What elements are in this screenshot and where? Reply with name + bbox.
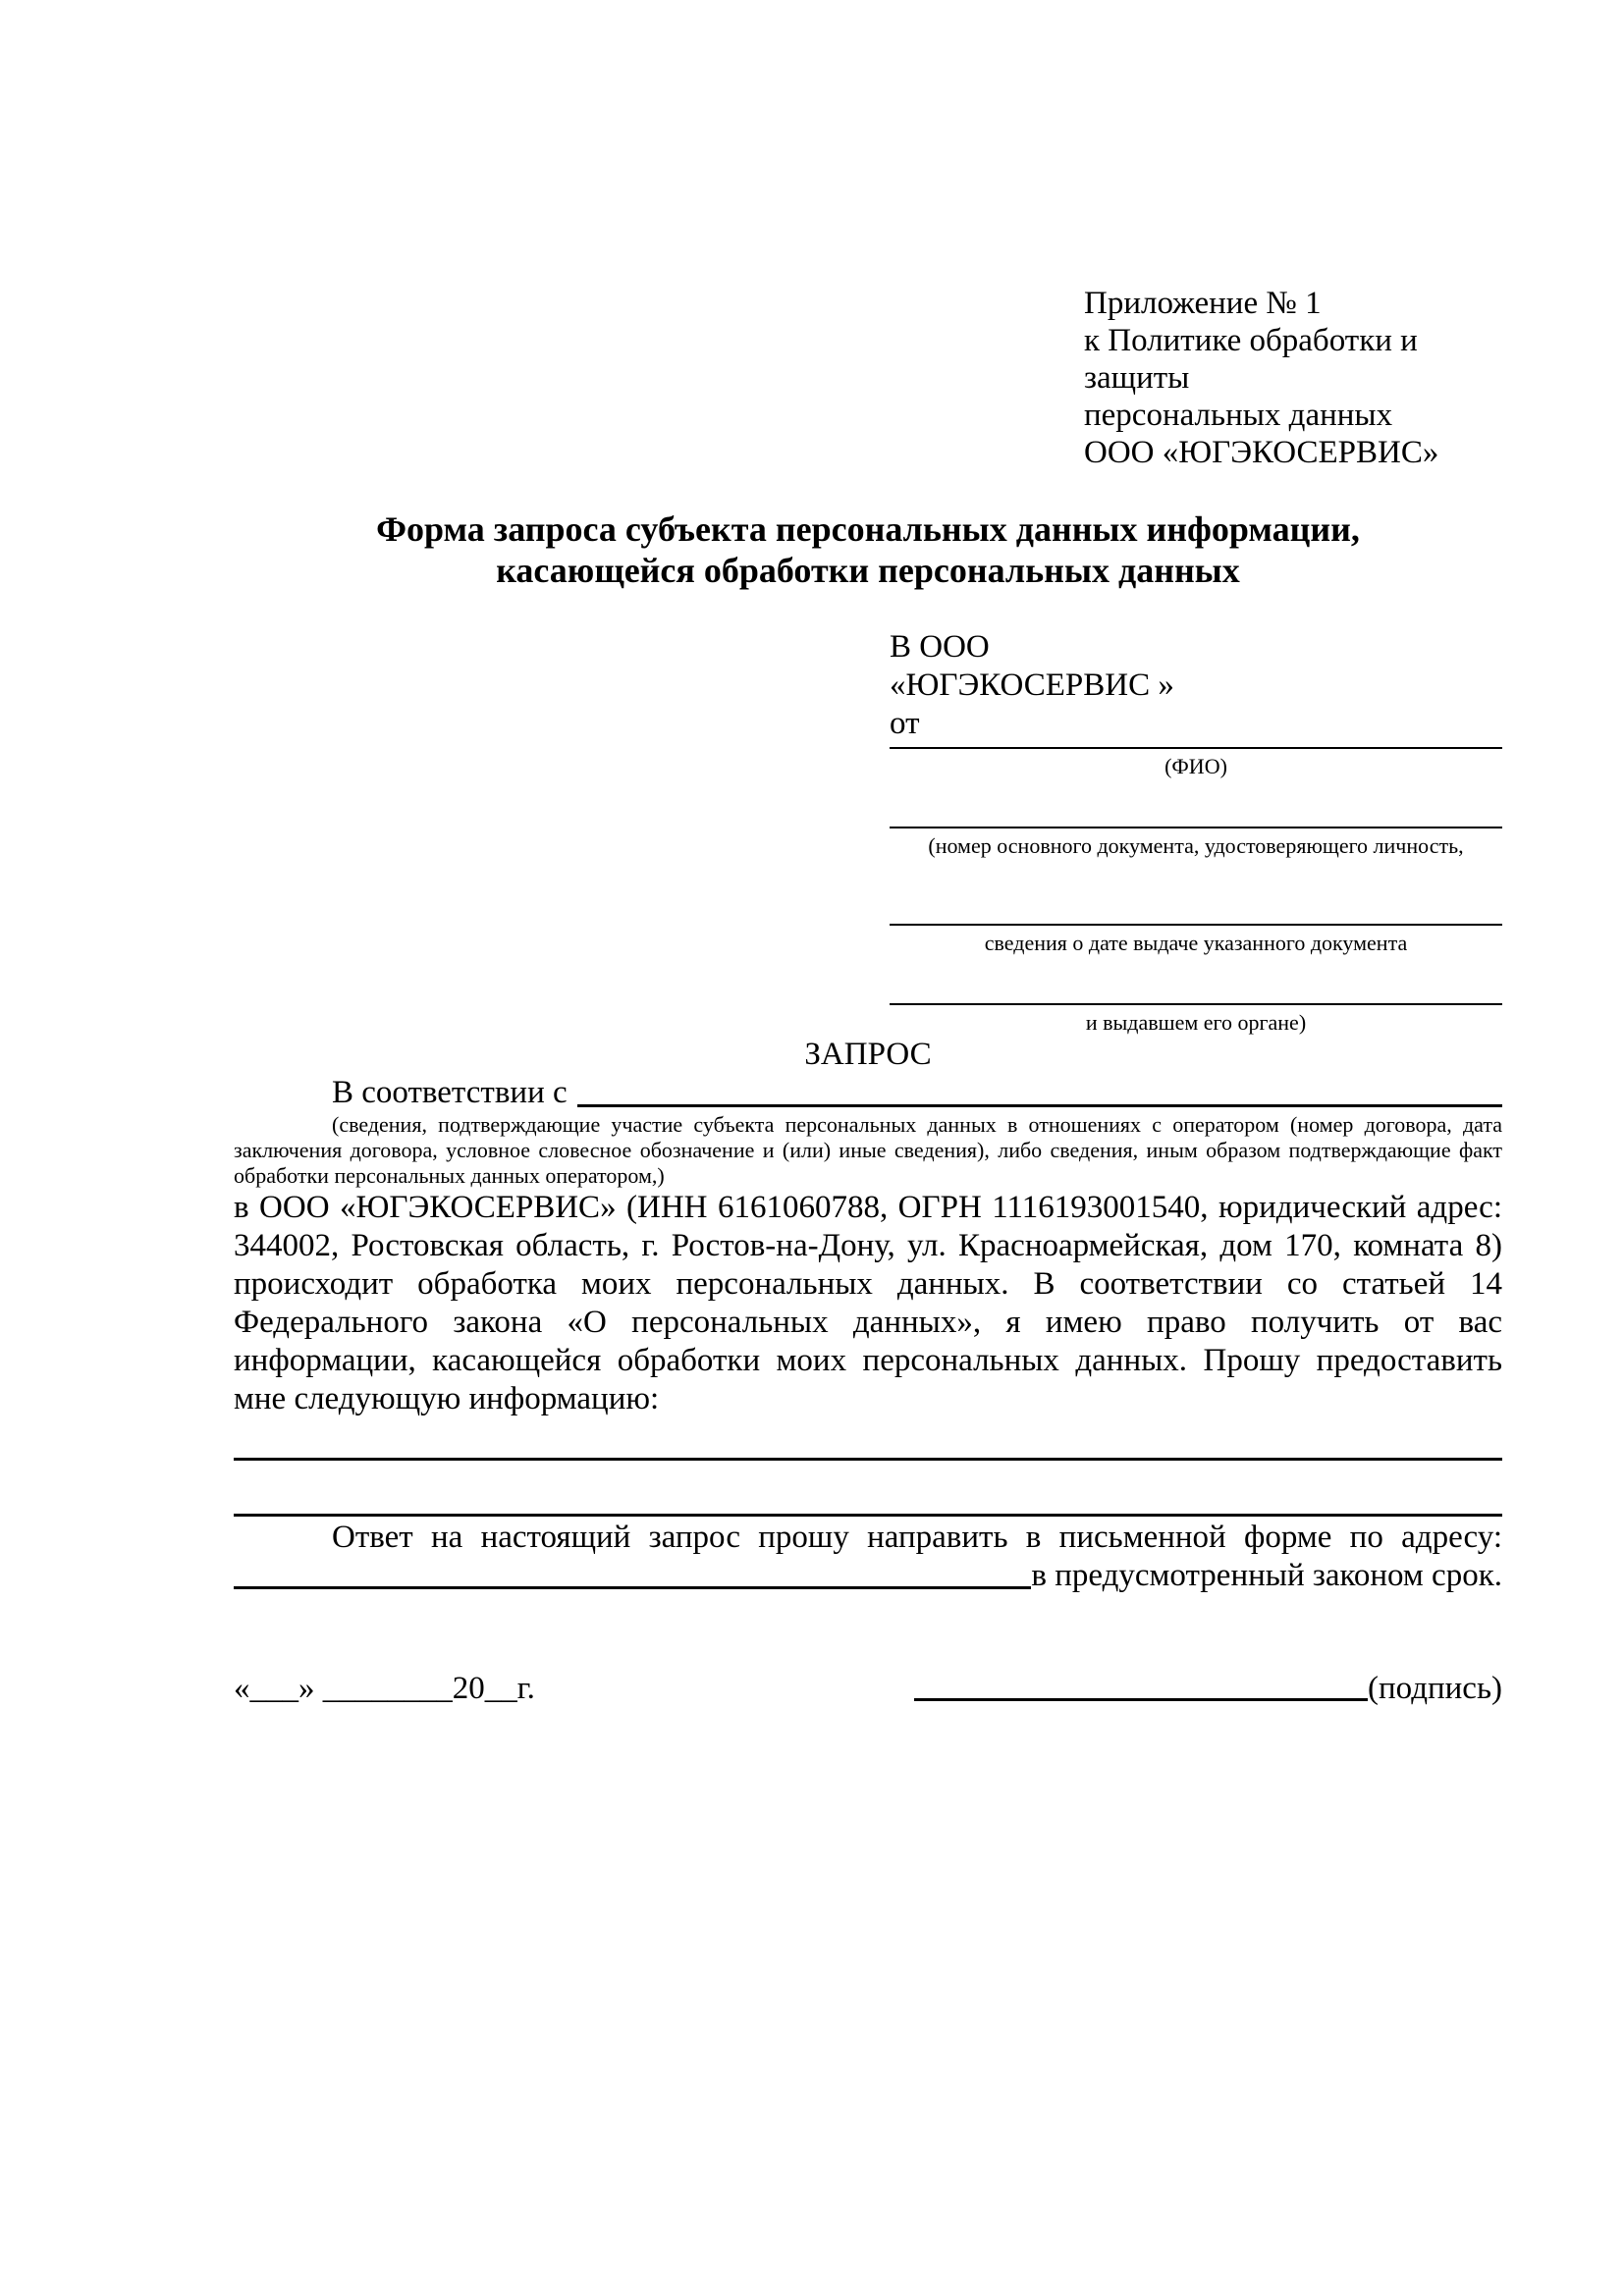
- appendix-line: ООО «ЮГЭКОСЕРВИС»: [1084, 435, 1439, 470]
- signature-fill-line: [914, 1698, 1368, 1701]
- document-title-line: Форма запроса субъекта персональных данных информации,: [376, 509, 1360, 549]
- appendix-line: Приложение № 1: [1084, 286, 1322, 321]
- appendix-line: персональных данных: [1084, 398, 1393, 433]
- addressee-line: от: [890, 706, 920, 741]
- date-placeholder: «___» ________20__г.: [234, 1671, 535, 1706]
- basis-fill-line: [577, 1104, 1502, 1107]
- reply-deadline-text: в предусмотренный законом срок.: [1031, 1558, 1502, 1593]
- reply-address-fill-line: [234, 1586, 1031, 1589]
- reply-instruction-paragraph: Ответ на настоящий запрос прошу направить в письменной форме по адресу:: [332, 1520, 1502, 1555]
- document-number-fill-line: [890, 827, 1502, 828]
- signature-row: [234, 1670, 1502, 1708]
- basis-footnote: (сведения, подтверждающие участие субъекта персональных данных в отношениях с оператором (номер договора, дата заключения договора, условное словесное обозначение и (или) иные сведения), либо сведения, иным образом подтверждающие факт обработки персональных данных оператором,): [234, 1112, 1502, 1188]
- issuing-authority-caption: и выдавшем его органе): [1085, 1010, 1307, 1035]
- fio-caption: (ФИО): [1164, 754, 1227, 778]
- appendix-block: [1084, 285, 1502, 471]
- appendix-line: к Политике обработки и защиты: [1084, 323, 1418, 396]
- request-heading: ЗАПРОС: [804, 1037, 932, 1072]
- issue-date-fill-line: [890, 924, 1502, 926]
- addressee-line: В ООО: [890, 629, 990, 665]
- addressee-block: [890, 628, 1502, 1036]
- issue-date-caption: сведения о дате выдаче указанного документа: [984, 931, 1408, 955]
- document-content: [234, 0, 1502, 1708]
- reply-address-row: [234, 1557, 1502, 1595]
- fio-fill-line: [890, 747, 1502, 749]
- signature-area: [914, 1670, 1502, 1708]
- document-title: [234, 508, 1502, 591]
- document-number-caption: (номер основного документа, удостоверяющего личность,: [928, 833, 1464, 858]
- basis-prefix-text: В соответствии с: [332, 1075, 568, 1110]
- request-body-paragraph: в ООО «ЮГЭКОСЕРВИС» (ИНН 6161060788, ОГРН 1116193001540, юридический адрес: 344002, Ростовская область, г. Ростов-на-Дону, ул. Красноармейская, дом 170, комната 8) происходит обработка моих персональных данных. В соответствии со статьей 14 Федерального закона «О персональных данных», я имею право получить от вас информации, касающейся обработки моих персональных данных. Прошу предоставить мне следующую информацию:: [234, 1190, 1502, 1416]
- signature-caption: (подпись): [1368, 1671, 1502, 1706]
- basis-row: [234, 1074, 1502, 1112]
- requested-info-fill-line-1: [234, 1458, 1502, 1461]
- document-title-line: касающейся обработки персональных данных: [496, 551, 1240, 590]
- requested-info-fill-line-2: [234, 1514, 1502, 1517]
- addressee-line: «ЮГЭКОСЕРВИС »: [890, 667, 1174, 703]
- issuing-authority-fill-line: [890, 1003, 1502, 1005]
